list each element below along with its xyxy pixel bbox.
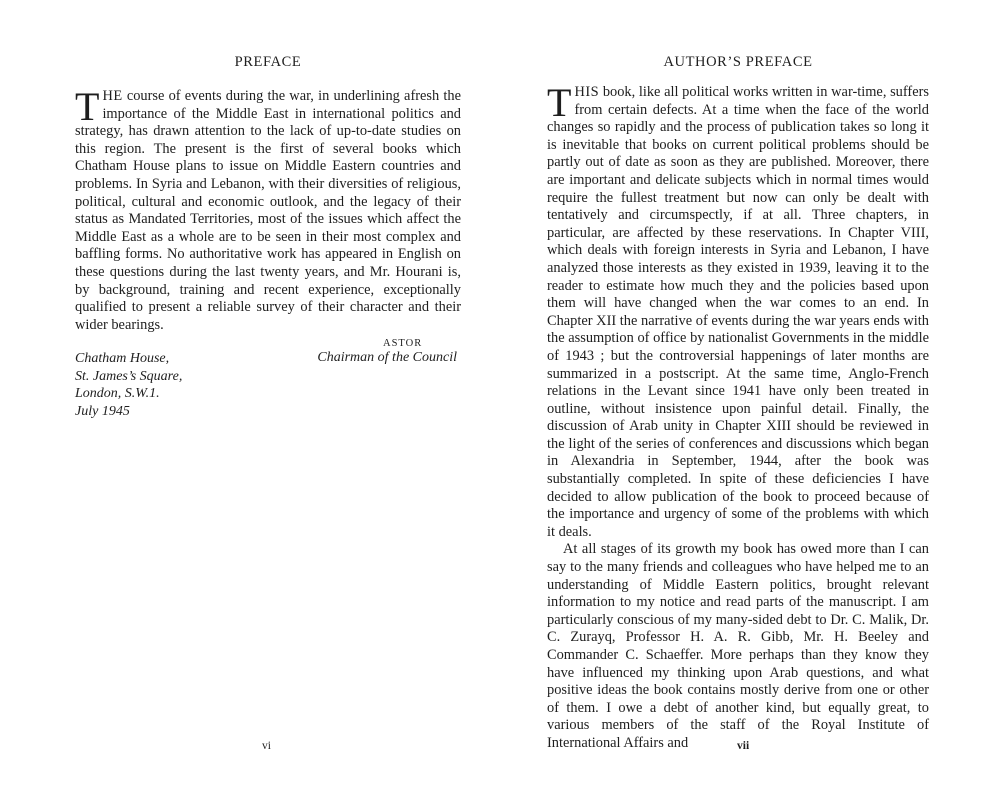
lead-in-word: HE [102,88,123,104]
drop-cap: T [547,80,572,125]
page-number: vi [262,740,271,752]
page-number: vii [737,740,750,752]
signer-name: ASTOR [383,338,423,349]
preface-body [75,84,461,334]
preface-paragraph: At all stages of its growth my book has owed more than I can say to the many friends and colleagues who have helped me to an understanding of Middle Eastern politics, brought relevant information to my notice and read parts of the manuscript. I am particularly conscious of my many-sided debt to Dr. C. Malik, Dr. C. Zurayq, Professor H. A. R. Gibb, Mr. H. Beeley and Commander C. Schaeffer. More perhaps than they know they have influenced my thinking upon Arab questions, and what positive ideas the book contains mostly derive from one or other of them. I owe a debt of another kind, but equally great, to various members of the staff of the Royal Institute of International Affairs and [547,541,929,751]
preface-paragraph [75,84,461,334]
right-page [499,0,998,795]
signer-title: Chairman of the Council [317,350,457,365]
address-line: Chatham House, [75,351,170,366]
page-heading: AUTHOR’S PREFACE [663,54,813,70]
date-line: July 1945 [75,403,130,419]
preface-paragraph [547,80,929,541]
page-heading: PREFACE [234,54,302,70]
paragraph-text: book, like all political works written in war-time, suffers from certain defects. At a time when the face of the world changes so rapidly and the process of publication takes so long it is inevitable that books on current political problems should be partly out of date as soon as they are published. Moreover, there are important and delicate subjects which in normal times would require the fullest treatment but now can only be dealt with tentatively and circumspectly, if at all. Three chapters, in particular, are affected by these reservations. In Chapter VIII, which deals with foreign interests in Syria and Lebanon, I have analyzed those interests as they existed in 1939, leaving it to the reader to estimate how much they and the policies based upon them will have changed when the war comes to an end. In Chapter XII the narrative of events during the war years ends with the assumption of office by nationalist Governments in the middle of 1943 ; but the controversial happenings of later months are summarized in a postscript. At the same time, Anglo-French relations in the Levant since 1941 have only been treated in outline, without insistence upon painful detail. Finally, the discussion of Arab unity in Chapter XIII should be reviewed in the light of the series of conferences and discussions which began in Alexandria in September, 1944, after the book was substantially completed. In spite of these deficiencies I have decided to allow publication of the book to proceed because of the importance and urgency of some of the problems with which it deals. [547,84,929,540]
address-block [75,350,182,420]
drop-cap: T [75,84,100,129]
address-line: London, S.W.1. [75,386,160,401]
lead-in-word: HIS [574,84,600,100]
address-line: St. James’s Square, [75,368,183,384]
paragraph-text: course of events during the war, in underlining afresh the importance of the Middle East in international politics and strategy, has drawn attention to the lack of up-to-date studies on this region. The present is the first of several books which Chatham House plans to issue on Middle Eastern countries and problems. In Syria and Lebanon, with their diversities of religious, political, cultural and economic outlook, and the legacy of their status as Mandated Territories, most of the issues which affect the Middle East as a whole are to be seen in their most complex and baffling forms. No authoritative work has appeared in English on these questions during the last twenty years, and Mr. Hourani is, by background, training and recent experience, exceptionally qualified to present a reliable survey of their character and their wider bearings. [75,88,461,333]
authors-preface-body [547,80,929,753]
